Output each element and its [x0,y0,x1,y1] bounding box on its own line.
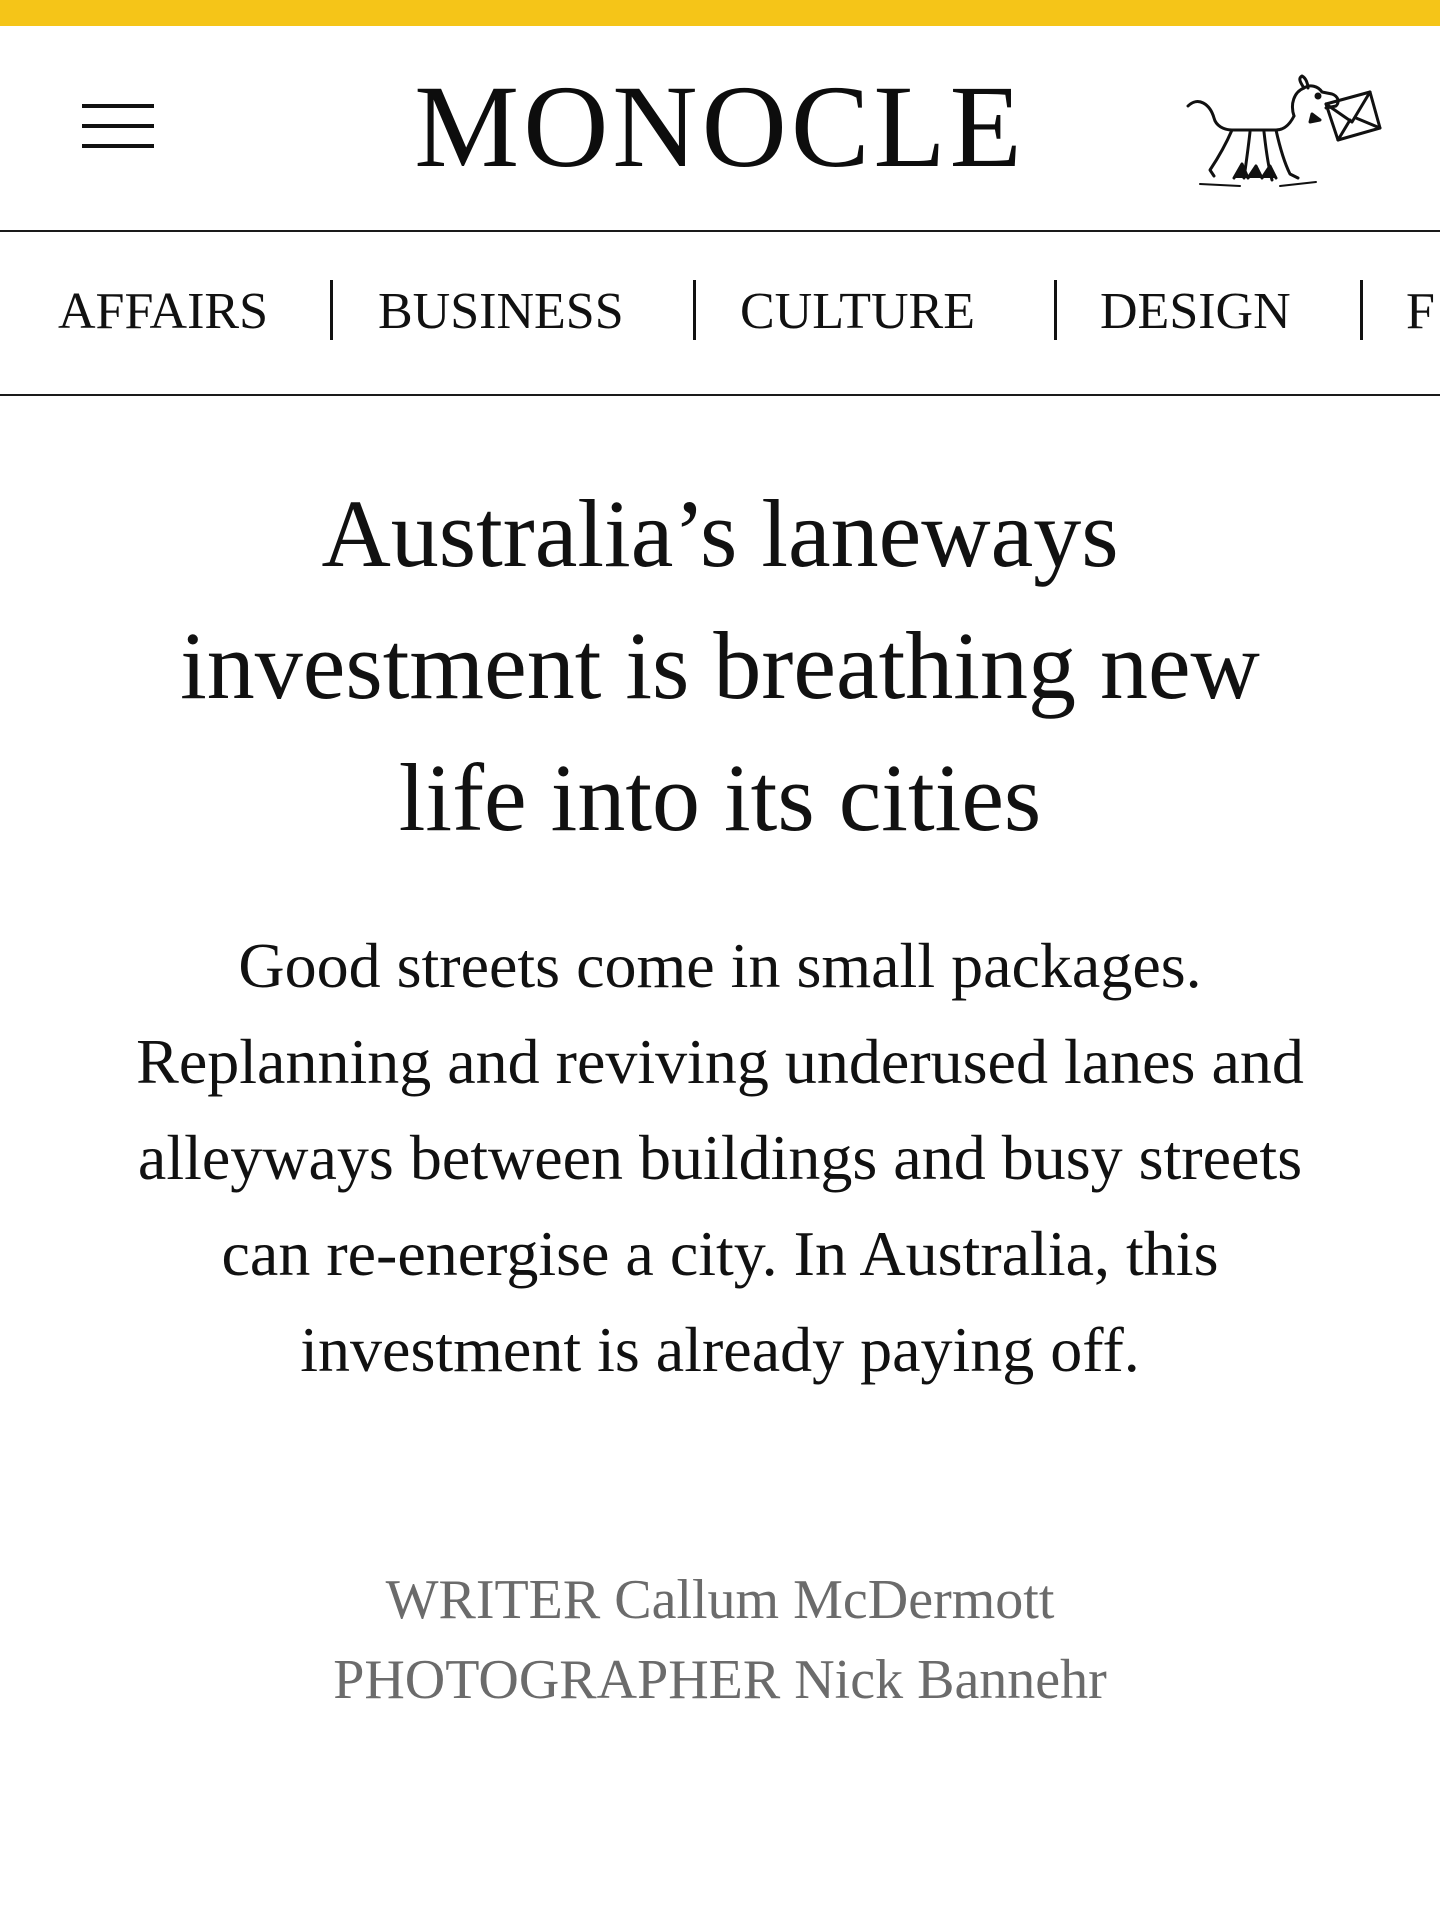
photographer-credit [100,1640,1340,1720]
nav-divider [1054,280,1057,340]
menu-line [82,144,154,148]
site-logo[interactable]: MONOCLE [414,61,1026,192]
nav-item-affairs[interactable]: AFFAIRS [58,283,269,340]
writer-name[interactable]: Callum McDermott [614,1569,1055,1631]
nav-item-business[interactable]: BUSINESS [378,283,624,340]
section-nav [0,232,1440,396]
dog-with-envelope-icon[interactable] [1180,74,1385,204]
hamburger-menu-icon[interactable] [78,96,158,156]
writer-credit [100,1560,1340,1640]
nav-item-culture[interactable]: CULTURE [740,283,975,340]
top-accent-bar [0,0,1440,26]
nav-divider [693,280,696,340]
article-credits [100,1560,1340,1720]
menu-line [82,124,154,128]
nav-item-food[interactable]: F [1406,283,1435,340]
nav-divider [330,280,333,340]
writer-role: WRITER [385,1569,601,1631]
article-standfirst: Good streets come in small packages. Replanning and reviving underused lanes and alleyways between buildings and busy streets can re-energise a city. In Australia, this investment is already paying off. [136,930,1304,1385]
photographer-role: PHOTOGRAPHER [333,1649,781,1711]
photographer-name[interactable]: Nick Bannehr [794,1649,1107,1711]
nav-item-design[interactable]: DESIGN [1100,283,1291,340]
menu-line [82,104,154,108]
article-headline: Australia’s laneways investment is breathing new life into its cities [180,480,1260,851]
nav-divider [1360,280,1363,340]
site-header [0,26,1440,232]
